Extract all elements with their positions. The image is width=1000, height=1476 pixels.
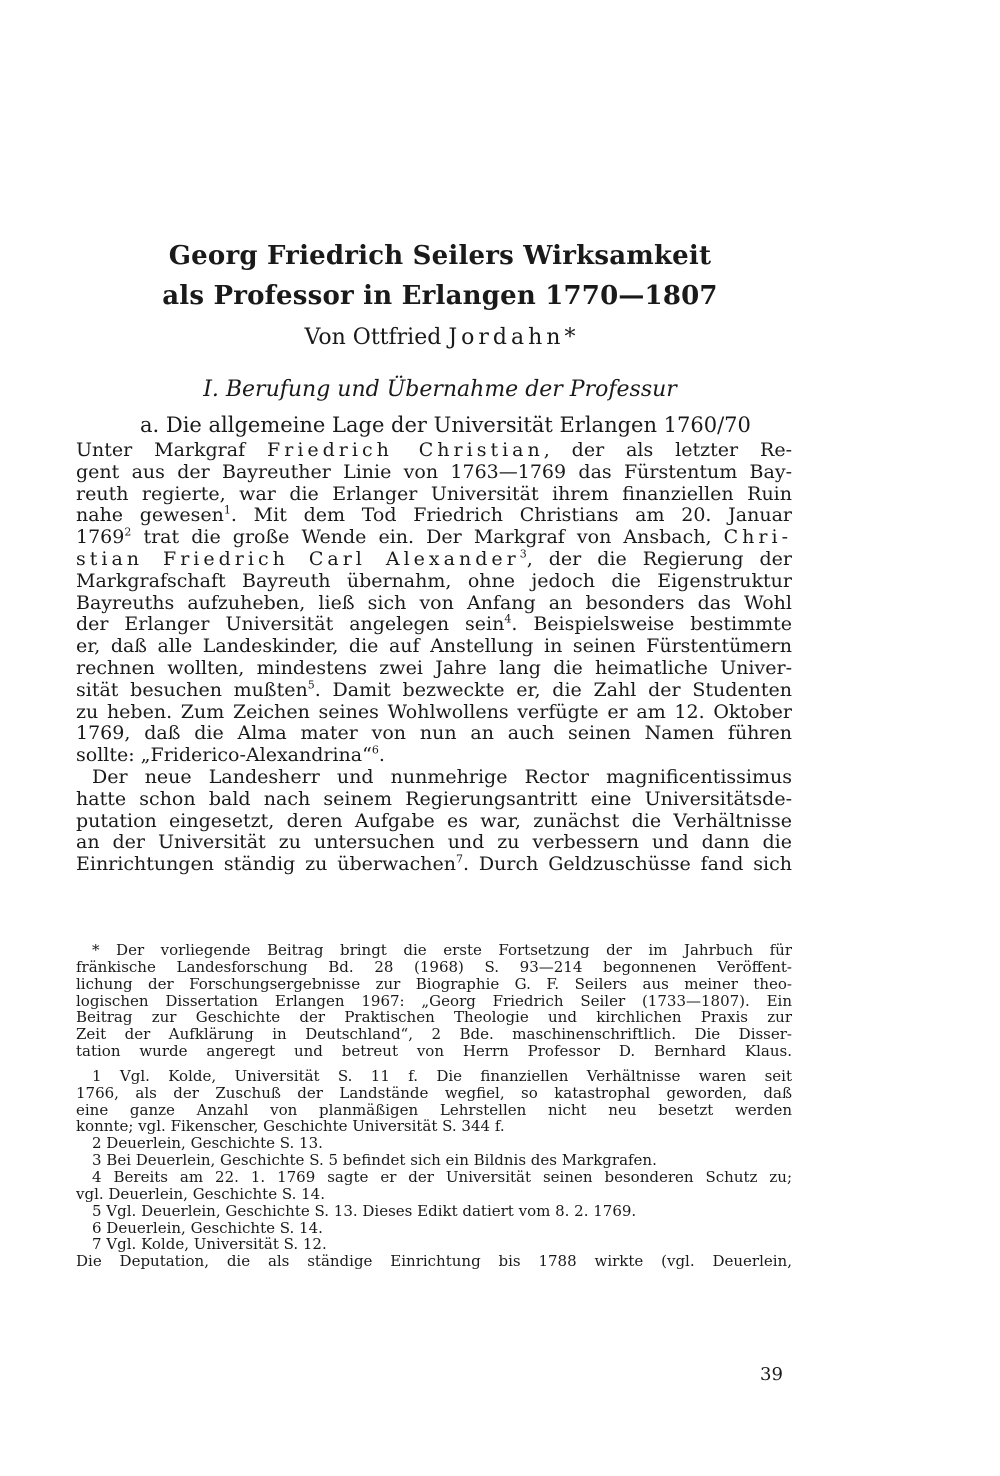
footnote-ref: 7 — [455, 854, 463, 866]
footnote-continuation: Die Deputation, die als ständige Einrichtung bis 1788 wirkte (vgl. Deuerlein, — [76, 1253, 792, 1271]
footnote-ref: 3 — [519, 548, 527, 561]
footnote-1-line: konnte; vgl. Fikenscher, Geschichte Universität S. 344 f. — [76, 1118, 505, 1136]
footnote-4-line: vgl. Deuerlein, Geschichte S. 14. — [76, 1185, 325, 1203]
article-title-line-1: Georg Friedrich Seilers Wirksamkeit — [168, 241, 712, 271]
footnote-ref: 1 — [223, 505, 231, 518]
footnote-2: 2 Deuerlein, Geschichte S. 13. — [92, 1135, 323, 1153]
body-line: hatte schon bald nach seinem Regierungsantritt eine Universitätsde- — [76, 788, 792, 810]
section-heading: I. Berufung und Übernahme der Professur — [203, 377, 677, 402]
page-number: 39 — [760, 1364, 783, 1385]
body-line: zu heben. Zum Zeichen seines Wohlwollens verfügte er am 12. Oktober — [76, 701, 792, 723]
body-line: Der neue Landesherr und nunmehrige Rector magnificentissimus — [92, 766, 792, 788]
body-text-fragment: . Damit bezweckte er, die Zahl der Studenten — [314, 679, 792, 701]
body-text-fragment: . Mit dem Tod Friedrich Christians am 20. Januar — [230, 505, 792, 527]
body-line: Markgrafschaft Bayreuth übernahm, ohne jedoch die Eigenstruktur — [76, 570, 792, 592]
body-text-fragment: Einrichtungen ständig zu überwachen — [76, 854, 456, 876]
body-line — [76, 440, 792, 462]
body-text-fragment: 1769 — [76, 527, 125, 549]
body-text-fragment: . Beispielsweise bestimmte — [511, 614, 792, 636]
body-line — [76, 527, 792, 549]
spaced-name: Friedrich Christian — [267, 440, 544, 461]
body-text-fragment: trat die große Wende ein. Der Markgraf von Ansbach, — [131, 527, 724, 549]
footnote-7: 7 Vgl. Kolde, Universität S. 12. — [92, 1236, 327, 1254]
footnote-star-line: fränkische Landesforschung Bd. 28 (1968) S. 93—214 begonnenen Veröffent- — [76, 958, 792, 976]
footnote-4-line: 4 Bereits am 22. 1. 1769 sagte er der Universität seinen besonderen Schutz zu; — [92, 1168, 792, 1186]
footnote-ref: 4 — [504, 614, 512, 627]
footnote-1-line: eine ganze Anzahl von planmäßigen Lehrstellen nicht neu besetzt werden — [76, 1101, 792, 1119]
footnote-star-line: tation wurde angeregt und betreut von Herrn Professor D. Bernhard Klaus. — [76, 1043, 792, 1060]
body-line — [76, 680, 792, 702]
article-title-line-2: als Professor in Erlangen 1770—1807 — [162, 281, 718, 311]
body-line — [76, 745, 792, 767]
body-text — [76, 440, 792, 876]
subsection-heading: a. Die allgemeine Lage der Universität Erlangen 1760/70 — [140, 413, 751, 437]
footnote-star-line: logischen Dissertation Erlangen 1967: „Georg Friedrich Seiler (1733—1807). Ein — [76, 992, 792, 1010]
body-text-fragment: sollte: „Friderico-Alexandrina“ — [76, 745, 372, 767]
body-line — [76, 854, 792, 876]
footnote-ref: 6 — [371, 745, 379, 757]
footnote-star-line: Zeit der Aufklärung in Deutschland“, 2 Bde. maschinenschriftlich. Die Disser- — [76, 1026, 792, 1044]
footnote-gap — [76, 1060, 792, 1068]
author-line — [0, 323, 880, 353]
footnote-6: 6 Deuerlein, Geschichte S. 14. — [92, 1219, 323, 1237]
spaced-name: stian Friedrich Carl Alexander — [76, 548, 520, 570]
body-line: reuth regierte, war die Erlanger Universität ihrem finanziellen Ruin — [76, 483, 792, 505]
body-line: 1769, daß die Alma mater von nun an auch seinen Namen führen — [76, 723, 792, 745]
body-text-fragment: der Erlanger Universität angelegen sein — [76, 614, 505, 636]
body-line: rechnen wollten, mindestens zwei Jahre lang die heimatliche Univer- — [76, 657, 792, 679]
body-text-fragment: nahe gewesen — [76, 505, 224, 527]
footnote-star-line: Beitrag zur Geschichte der Praktischen Theologie und kirchlichen Praxis zur — [76, 1009, 792, 1027]
footnote-3: 3 Bei Deuerlein, Geschichte S. 5 befindet sich ein Bildnis des Markgrafen. — [92, 1152, 657, 1169]
body-line — [76, 549, 792, 571]
footnote-ref: 5 — [307, 679, 315, 692]
body-line — [76, 614, 792, 636]
body-text-fragment: . Durch Geldzuschüsse fand sich — [462, 854, 792, 876]
author-footnote-mark: * — [564, 325, 576, 350]
body-line: an der Universität zu untersuchen und zu verbessern und dann die — [76, 832, 792, 854]
body-line — [76, 505, 792, 527]
body-line: Bayreuths aufzuheben, ließ sich von Anfang an besonders das Wohl — [76, 592, 792, 614]
footnotes — [76, 942, 792, 1270]
footnote-1-line: 1 Vgl. Kolde, Universität S. 11 f. Die finanziellen Verhältnisse waren seit — [92, 1067, 792, 1085]
body-text-fragment: . — [378, 745, 385, 767]
spaced-name: Chri- — [723, 527, 792, 549]
footnote-5: 5 Vgl. Deuerlein, Geschichte S. 13. Dieses Edikt datiert vom 8. 2. 1769. — [92, 1202, 637, 1220]
body-line: gent aus der Bayreuther Linie von 1763—1769 das Fürstentum Bay- — [76, 461, 792, 483]
body-line: er, daß alle Landeskinder, die auf Anstellung in seinen Fürstentümern — [76, 636, 792, 658]
body-text-fragment: , der als letzter Re- — [543, 440, 792, 461]
author-prefix: Von Ottfried — [304, 325, 449, 350]
body-text-fragment: Unter Markgraf — [76, 440, 268, 461]
footnote-1-line: 1766, als der Zuschuß der Landstände wegfiel, so katastrophal geworden, daß — [76, 1084, 792, 1102]
footnote-ref: 2 — [124, 527, 132, 539]
author-name: Jordahn — [448, 325, 565, 350]
body-text-fragment: sität besuchen mußten — [76, 679, 308, 701]
footnote-star-line: lichung der Forschungsergebnisse zur Biographie G. F. Seilers aus meiner theo- — [76, 975, 792, 993]
footnote-star-line: * Der vorliegende Beitrag bringt die erste Fortsetzung der im Jahrbuch für — [92, 942, 792, 959]
body-line: putation eingesetzt, deren Aufgabe es war, zunächst die Verhältnisse — [76, 810, 792, 832]
body-text-fragment: , der die Regierung der — [526, 548, 792, 570]
